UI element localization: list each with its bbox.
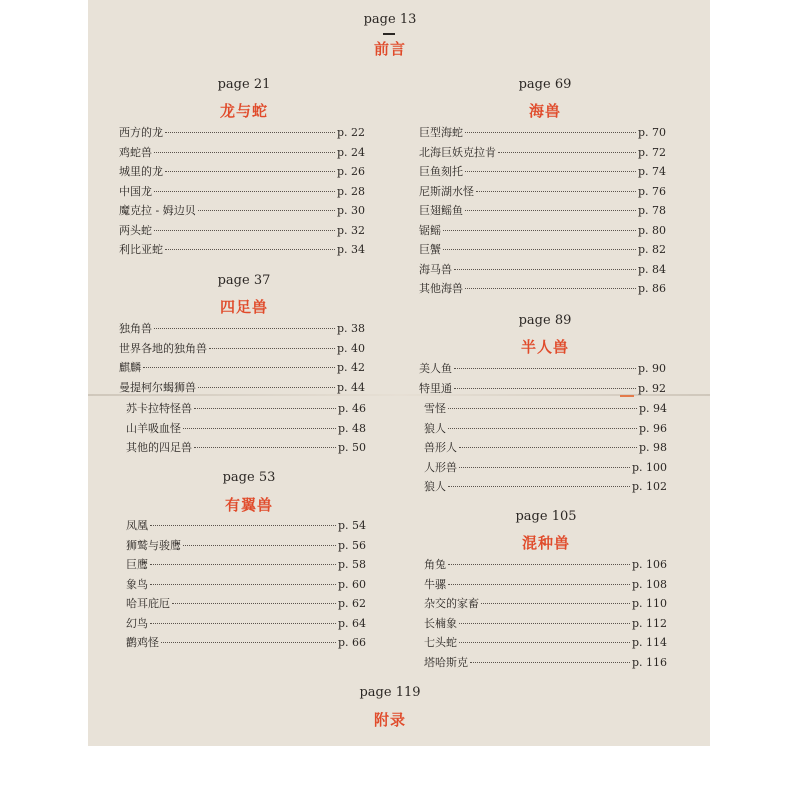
leader-dots <box>172 603 336 604</box>
entry-title: 其他的四足兽 <box>126 441 192 454</box>
entry-page: p. 38 <box>336 322 365 335</box>
appendix-page-number: page 119 <box>359 685 421 700</box>
entry-title: 塔哈斯克 <box>424 655 468 669</box>
section-page-number: page 105 <box>515 509 577 524</box>
entry-title: 山羊吸血怪 <box>126 421 181 435</box>
toc-entry[interactable] <box>419 241 666 261</box>
leader-dots <box>150 584 336 585</box>
entry-page: p. 82 <box>637 243 666 256</box>
toc-entry[interactable] <box>424 595 667 615</box>
entry-title: 巨型海蛇 <box>419 126 463 139</box>
toc-list-winged <box>126 517 366 654</box>
toc-entry[interactable] <box>419 280 666 300</box>
entry-page: p. 114 <box>631 636 667 649</box>
entry-title: 魔克拉 - 姆边贝 <box>119 204 196 217</box>
entry-title: 曼提柯尔蝎狮兽 <box>119 380 196 394</box>
entry-title: 麒麟 <box>119 361 141 374</box>
entry-page: p. 78 <box>637 204 666 217</box>
entry-title: 巨鱼刻托 <box>419 165 463 178</box>
toc-entry[interactable] <box>126 556 366 576</box>
toc-entry[interactable] <box>419 261 666 281</box>
toc-entry[interactable] <box>119 222 365 242</box>
entry-title: 中国龙 <box>119 184 152 198</box>
toc-entry[interactable] <box>126 420 366 440</box>
leader-dots <box>470 662 630 663</box>
entry-page: p. 96 <box>638 421 667 435</box>
entry-title: 角兔 <box>424 558 446 571</box>
leader-dots <box>165 171 335 172</box>
leader-dots <box>465 288 636 289</box>
entry-title: 七头蛇 <box>424 636 457 649</box>
entry-title: 海马兽 <box>419 262 452 276</box>
section-heading: 混种兽 <box>521 534 570 552</box>
entry-title: 世界各地的独角兽 <box>119 341 207 355</box>
entry-page: p. 54 <box>337 519 366 532</box>
entry-page: p. 94 <box>638 402 667 415</box>
entry-title: 美人鱼 <box>419 362 452 375</box>
toc-entry[interactable] <box>419 163 666 183</box>
toc-entry[interactable] <box>419 183 666 203</box>
toc-entry[interactable] <box>424 576 667 596</box>
toc-entry[interactable] <box>119 183 365 203</box>
entry-page: p. 56 <box>337 538 366 552</box>
entry-page: p. 34 <box>336 243 365 256</box>
leader-dots <box>161 642 336 643</box>
entry-title: 幻鸟 <box>126 616 148 630</box>
appendix-heading: 附录 <box>373 711 406 729</box>
entry-title: 人形兽 <box>424 460 457 474</box>
entry-page: p. 24 <box>336 145 365 159</box>
entry-title: 鹳鸡怪 <box>126 636 159 649</box>
section-heading: 半人兽 <box>520 338 569 356</box>
entry-page: p. 66 <box>337 636 366 649</box>
toc-entry[interactable] <box>424 439 667 459</box>
leader-dots <box>198 387 335 388</box>
entry-title: 两头蛇 <box>119 223 152 237</box>
entry-page: p. 40 <box>336 341 365 355</box>
entry-title: 苏卡拉特怪兽 <box>126 402 192 415</box>
leader-dots <box>443 249 636 250</box>
leader-dots <box>459 447 637 448</box>
entry-page: p. 84 <box>637 262 666 276</box>
entry-title: 巨鹰 <box>126 558 148 571</box>
entry-title: 城里的龙 <box>119 165 163 178</box>
leader-dots <box>209 348 335 349</box>
entry-page: p. 92 <box>637 381 666 395</box>
entry-title: 长楠象 <box>424 616 457 630</box>
section-page-number: page 53 <box>222 470 276 485</box>
toc-entry[interactable] <box>126 400 366 420</box>
entry-title: 鸡蛇兽 <box>119 145 152 159</box>
leader-dots <box>448 428 637 429</box>
toc-list-sea <box>419 124 666 300</box>
section-heading: 有翼兽 <box>224 496 273 514</box>
leader-dots <box>448 486 630 487</box>
toc-list-half-human-bottom <box>424 400 667 498</box>
entry-title: 牛骡 <box>424 577 446 591</box>
entry-page: p. 42 <box>336 361 365 374</box>
entry-page: p. 90 <box>637 362 666 375</box>
leader-dots <box>154 191 335 192</box>
toc-entry[interactable] <box>126 595 366 615</box>
entry-page: p. 106 <box>631 558 667 571</box>
toc-entry[interactable] <box>419 380 666 400</box>
entry-page: p. 22 <box>336 126 365 139</box>
toc-entry[interactable] <box>119 241 365 261</box>
leader-dots <box>459 642 630 643</box>
toc-entry[interactable] <box>126 576 366 596</box>
entry-title: 象鸟 <box>126 577 148 591</box>
entry-title: 锯鳐 <box>419 223 441 237</box>
preface-page-number: page 13 <box>363 12 417 27</box>
toc-entry[interactable] <box>424 654 667 674</box>
entry-page: p. 102 <box>631 480 667 493</box>
entry-page: p. 100 <box>631 460 667 474</box>
toc-entry[interactable] <box>126 634 366 654</box>
leader-dots <box>481 603 630 604</box>
entry-title: 狼人 <box>424 480 446 493</box>
toc-entry[interactable] <box>419 124 666 144</box>
toc-entry[interactable] <box>424 556 667 576</box>
toc-entry[interactable] <box>424 478 667 498</box>
entry-page: p. 112 <box>631 616 667 630</box>
leader-dots <box>165 249 335 250</box>
leader-dots <box>154 328 335 329</box>
entry-page: p. 86 <box>637 282 666 295</box>
leader-dots <box>194 408 336 409</box>
toc-entry[interactable] <box>424 459 667 479</box>
leader-dots <box>154 152 335 153</box>
entry-title: 狮鹫与骏鹰 <box>126 538 181 552</box>
preface-dash <box>383 33 395 35</box>
entry-title: 北海巨妖克拉肯 <box>419 145 496 159</box>
leader-dots <box>476 191 636 192</box>
entry-title: 哈耳庇厄 <box>126 597 170 610</box>
entry-title: 其他海兽 <box>419 282 463 295</box>
toc-entry[interactable] <box>119 144 365 164</box>
toc-list-dragons <box>119 124 365 261</box>
toc-entry[interactable] <box>119 340 365 360</box>
entry-page: p. 32 <box>336 223 365 237</box>
toc-list-quadrupeds-top <box>119 320 365 398</box>
leader-dots <box>443 230 636 231</box>
entry-title: 杂交的家畜 <box>424 597 479 610</box>
toc-list-half-human-top <box>419 360 666 399</box>
entry-page: p. 64 <box>337 616 366 630</box>
entry-page: p. 116 <box>631 655 667 669</box>
toc-entry[interactable] <box>119 163 365 183</box>
entry-title: 利比亚蛇 <box>119 243 163 256</box>
leader-dots <box>454 269 636 270</box>
entry-page: p. 60 <box>337 577 366 591</box>
leader-dots <box>498 152 636 153</box>
entry-title: 狼人 <box>424 421 446 435</box>
entry-title: 凤凰 <box>126 519 148 532</box>
entry-title: 西方的龙 <box>119 126 163 139</box>
leader-dots <box>194 447 336 448</box>
leader-dots <box>454 388 636 389</box>
entry-page: p. 58 <box>337 558 366 571</box>
toc-entry[interactable] <box>419 360 666 380</box>
entry-page: p. 50 <box>337 441 366 454</box>
entry-title: 尼斯湖水怪 <box>419 184 474 198</box>
toc-entry[interactable] <box>119 202 365 222</box>
entry-title: 雪怪 <box>424 402 446 415</box>
toc-entry[interactable] <box>126 615 366 635</box>
entry-page: p. 62 <box>337 597 366 610</box>
leader-dots <box>459 623 630 624</box>
preface-heading: 前言 <box>373 40 406 58</box>
entry-title: 巨翅鳐鱼 <box>419 204 463 217</box>
section-heading: 龙与蛇 <box>219 102 268 120</box>
entry-page: p. 70 <box>637 126 666 139</box>
entry-page: p. 44 <box>336 380 365 394</box>
toc-entry[interactable] <box>419 144 666 164</box>
section-page-number: page 37 <box>217 273 271 288</box>
entry-page: p. 74 <box>637 165 666 178</box>
toc-entry[interactable] <box>424 400 667 420</box>
toc-entry[interactable] <box>126 537 366 557</box>
entry-page: p. 30 <box>336 204 365 217</box>
entry-page: p. 48 <box>337 421 366 435</box>
toc-entry[interactable] <box>119 320 365 340</box>
entry-page: p. 72 <box>637 145 666 159</box>
leader-dots <box>150 525 336 526</box>
toc-entry[interactable] <box>119 359 365 379</box>
leader-dots <box>198 210 335 211</box>
section-page-number: page 89 <box>518 313 572 328</box>
toc-entry[interactable] <box>424 615 667 635</box>
section-page-number: page 69 <box>518 77 572 92</box>
toc-entry[interactable] <box>119 124 365 144</box>
leader-dots <box>150 564 336 565</box>
leader-dots <box>183 545 336 546</box>
entry-page: p. 80 <box>637 223 666 237</box>
leader-dots <box>150 623 336 624</box>
leader-dots <box>154 230 335 231</box>
entry-page: p. 26 <box>336 165 365 178</box>
leader-dots <box>183 428 336 429</box>
toc-entry[interactable] <box>119 379 365 399</box>
section-heading: 海兽 <box>528 102 561 120</box>
section-page-number: page 21 <box>217 77 271 92</box>
entry-page: p. 108 <box>631 577 667 591</box>
entry-title: 兽形人 <box>424 441 457 454</box>
leader-dots <box>448 584 630 585</box>
toc-entry[interactable] <box>419 202 666 222</box>
leader-dots <box>165 132 335 133</box>
entry-page: p. 28 <box>336 184 365 198</box>
toc-list-hybrids <box>424 556 667 673</box>
toc-list-quadrupeds-bottom <box>126 400 366 459</box>
entry-page: p. 98 <box>638 441 667 454</box>
entry-title: 特里通 <box>419 381 452 395</box>
entry-title: 独角兽 <box>119 322 152 335</box>
toc-entry[interactable] <box>126 517 366 537</box>
toc-entry[interactable] <box>126 439 366 459</box>
leader-dots <box>459 467 630 468</box>
entry-page: p. 76 <box>637 184 666 198</box>
section-heading: 四足兽 <box>219 298 268 316</box>
leader-dots <box>448 564 630 565</box>
leader-dots <box>465 171 636 172</box>
entry-page: p. 46 <box>337 402 366 415</box>
entry-page: p. 110 <box>631 597 667 610</box>
entry-title: 巨蟹 <box>419 243 441 256</box>
toc-entry[interactable] <box>424 420 667 440</box>
leader-dots <box>448 408 637 409</box>
leader-dots <box>143 367 335 368</box>
leader-dots <box>465 210 636 211</box>
leader-dots <box>454 368 636 369</box>
toc-entry[interactable] <box>419 222 666 242</box>
leader-dots <box>465 132 636 133</box>
toc-entry[interactable] <box>424 634 667 654</box>
